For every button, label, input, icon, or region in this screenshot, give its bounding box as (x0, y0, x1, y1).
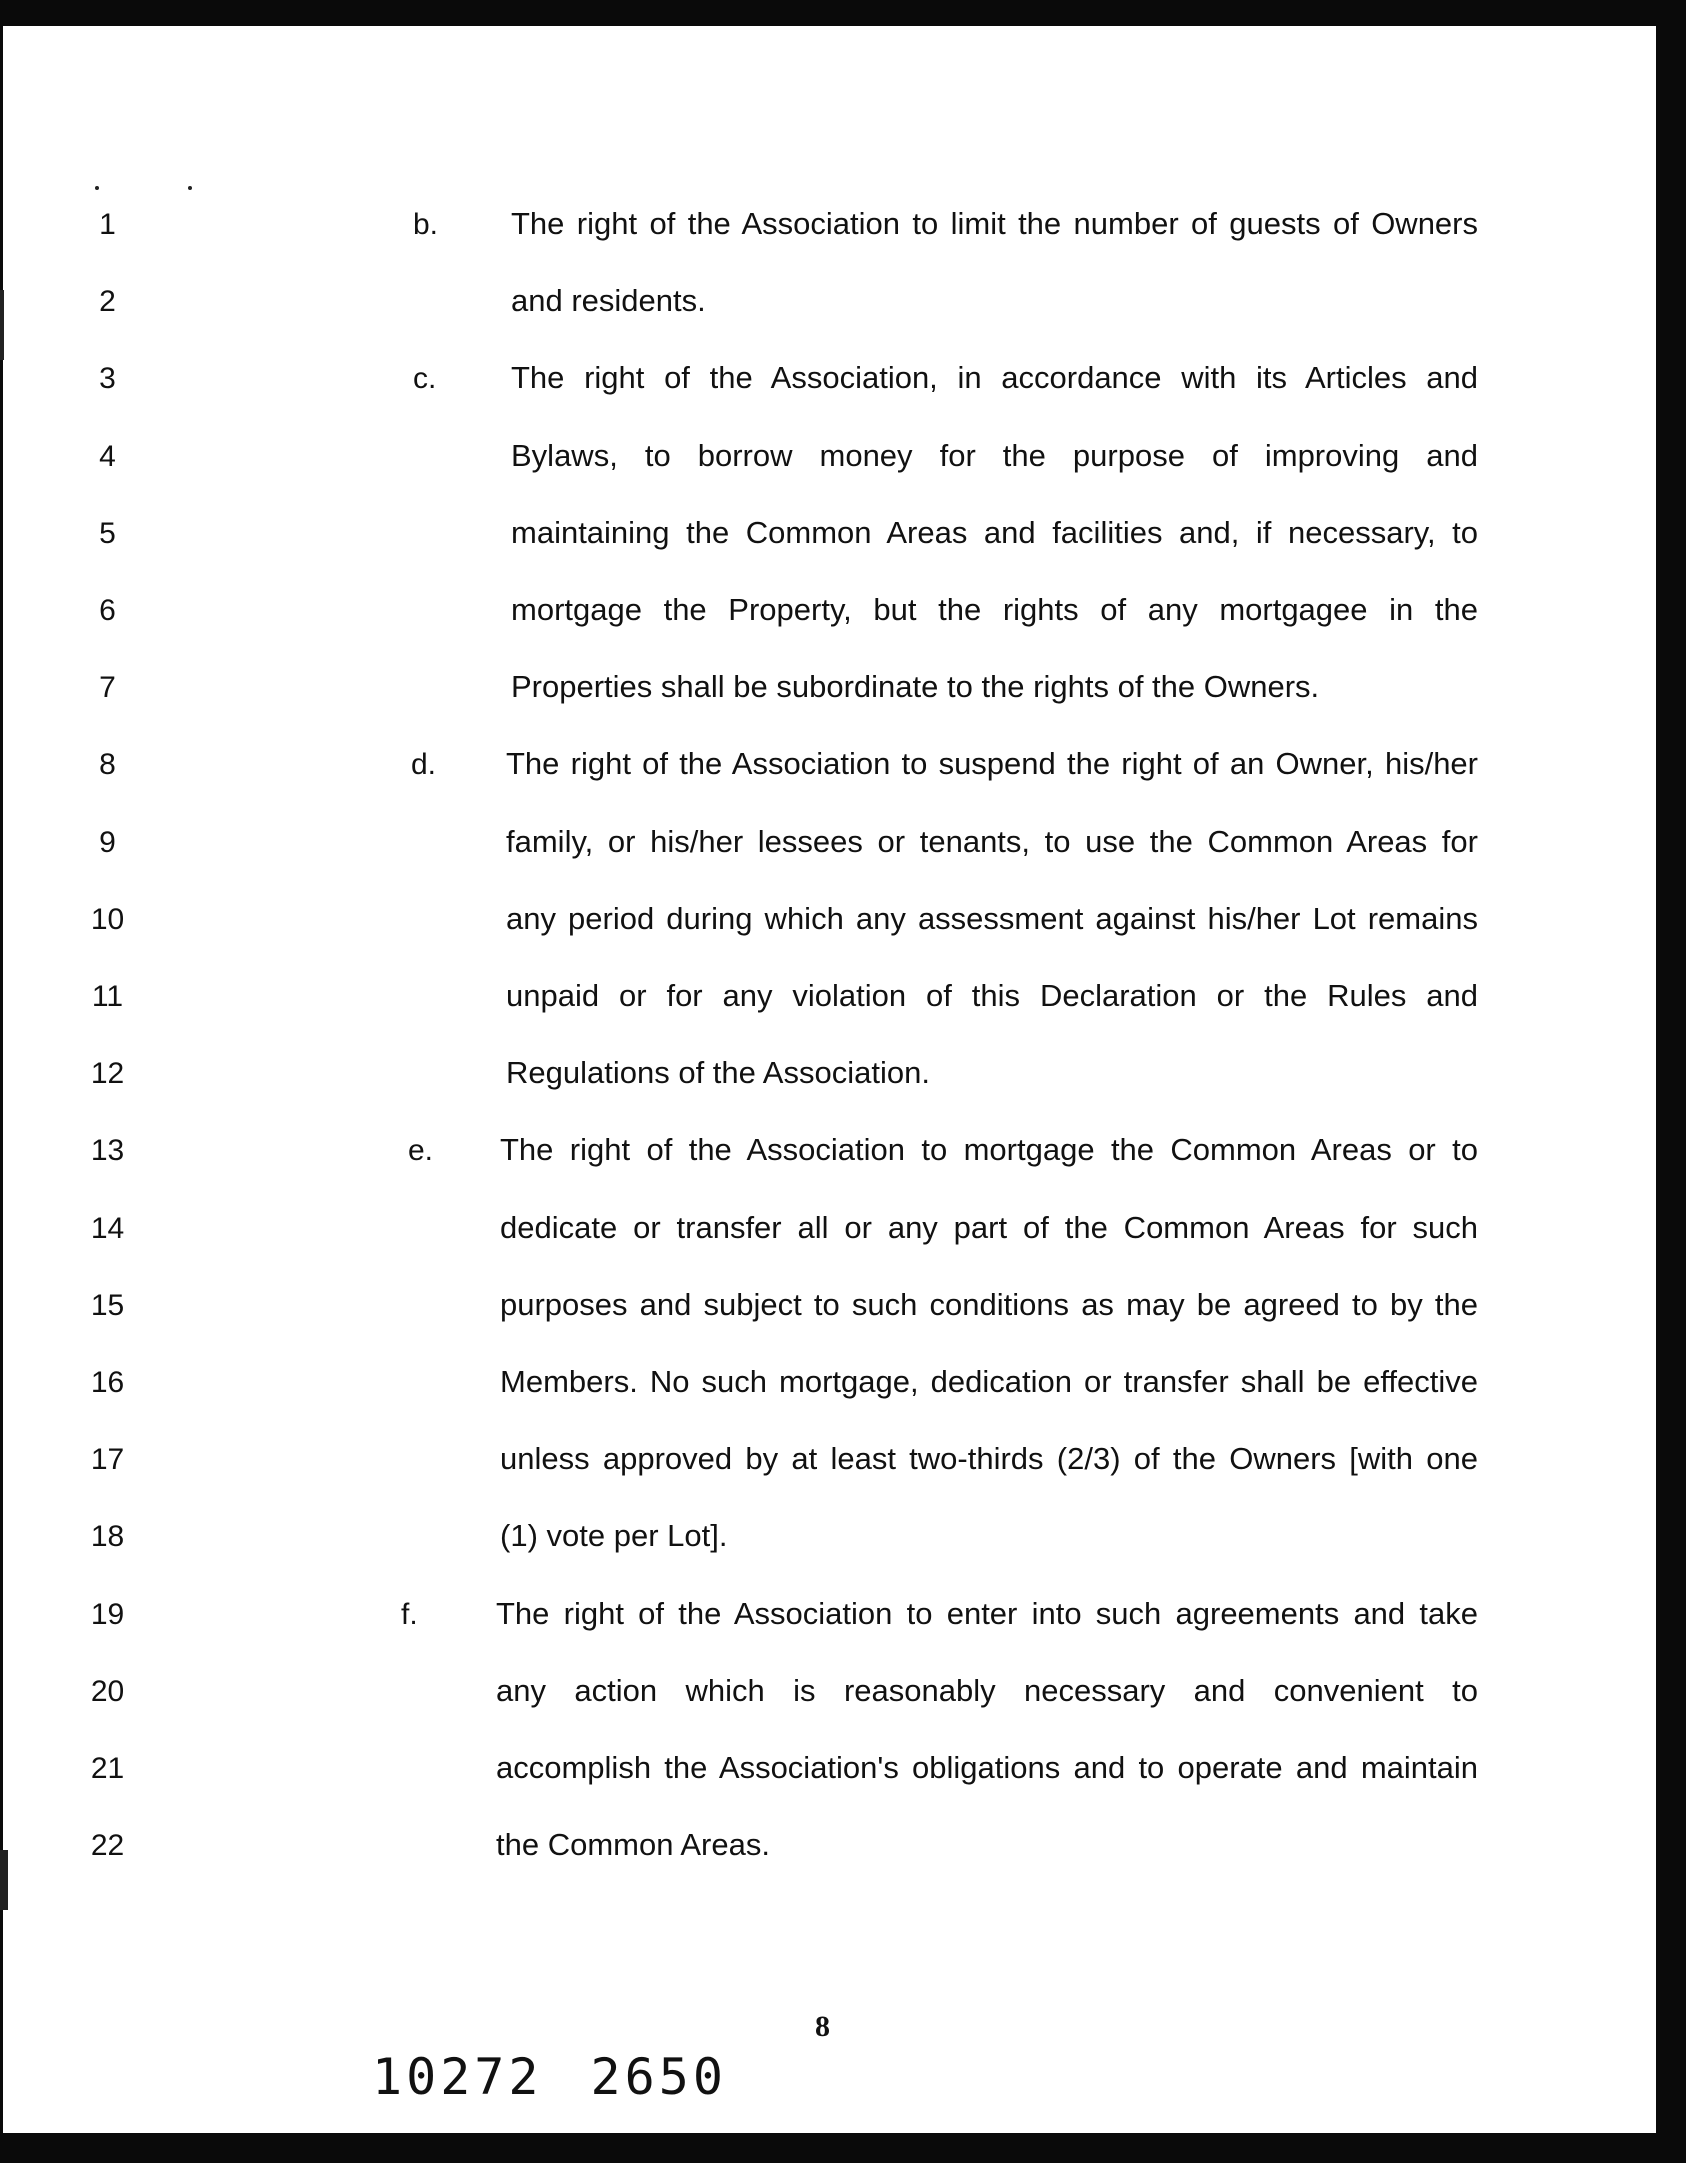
line-number: 5 (99, 516, 116, 550)
line-number: 11 (91, 980, 124, 1013)
line-number: 9 (99, 825, 116, 859)
scan-artifact-mark (0, 290, 4, 360)
clause-letter: c. (413, 362, 437, 396)
clause-text-line: purposes and subject to such conditions as may be agreed to by the (500, 1286, 1478, 1322)
line-number: 13 (90, 1134, 125, 1168)
clause-text-line: Bylaws, to borrow money for the purpose of improving and (511, 437, 1478, 473)
clause-text-line: mortgage the Property, but the rights of any mortgagee in the (511, 592, 1478, 627)
line-number: 18 (90, 1520, 125, 1554)
line-number: 2 (99, 285, 116, 319)
scan-speck (95, 186, 99, 190)
line-number: 10 (90, 902, 125, 936)
clause-text-line: maintaining the Common Areas and facilities and, if necessary, to (511, 514, 1478, 550)
line-number: 16 (90, 1366, 125, 1399)
clause-text-line: any action which is reasonably necessary and convenient to (496, 1672, 1478, 1708)
clause-text-line: The right of the Association to enter into such agreements and take (496, 1595, 1478, 1631)
clause-text-line: The right of the Association to mortgage the Common Areas or to (500, 1132, 1478, 1168)
line-number: 4 (99, 439, 116, 473)
clause-text-line: The right of the Association to limit the number of guests of Owners (511, 206, 1478, 241)
clause-text-line: Regulations of the Association. (506, 1055, 930, 1091)
line-number: 1 (99, 208, 116, 241)
line-number: 8 (99, 748, 116, 782)
line-number: 14 (90, 1211, 125, 1245)
scan-artifact-mark (0, 1850, 8, 1910)
clause-text-line: any period during which any assessment against his/her Lot remains (506, 900, 1478, 936)
clause-text-line: The right of the Association, in accordance with its Articles and (511, 360, 1478, 396)
clause-text-line: family, or his/her lessees or tenants, to use the Common Areas for (506, 823, 1478, 859)
clause-text-line: The right of the Association to suspend the right of an Owner, his/her (506, 746, 1478, 782)
clause-text-line: (1) vote per Lot]. (500, 1518, 728, 1554)
clause-letter: f. (401, 1597, 418, 1631)
line-number: 15 (90, 1288, 125, 1322)
clause-text-line: the Common Areas. (496, 1827, 770, 1863)
line-number: 21 (90, 1752, 125, 1785)
clause-text-line: Members. No such mortgage, dedication or transfer shall be effective (500, 1364, 1478, 1399)
stamp-page-number: 2650 (590, 2048, 727, 2106)
page-number: 8 (815, 2010, 830, 2043)
clause-text-line: unpaid or for any violation of this Declaration or the Rules and (506, 978, 1478, 1013)
clause-letter: e. (408, 1134, 434, 1168)
line-number: 19 (90, 1597, 125, 1631)
clause-text-line: and residents. (511, 283, 706, 319)
line-number: 22 (90, 1829, 125, 1863)
line-number: 12 (90, 1057, 125, 1091)
line-number: 20 (90, 1674, 125, 1708)
line-number: 7 (99, 671, 116, 705)
line-number: 3 (99, 362, 116, 396)
clause-text-line: unless approved by at least two-thirds (2/3) of the Owners [with one (500, 1441, 1478, 1477)
clause-letter: d. (411, 748, 437, 782)
clause-text-line: accomplish the Association's obligations and to operate and maintain (496, 1750, 1478, 1785)
scan-speck (188, 186, 192, 190)
stamp-book-number: 10272 (372, 2048, 543, 2106)
clause-text-line: dedicate or transfer all or any part of the Common Areas for such (500, 1209, 1478, 1245)
clause-text-line: Properties shall be subordinate to the rights of the Owners. (511, 669, 1320, 705)
clause-letter: b. (413, 208, 439, 241)
line-number: 17 (90, 1443, 125, 1477)
recording-stamp (372, 2048, 727, 2106)
line-number: 6 (99, 594, 116, 627)
